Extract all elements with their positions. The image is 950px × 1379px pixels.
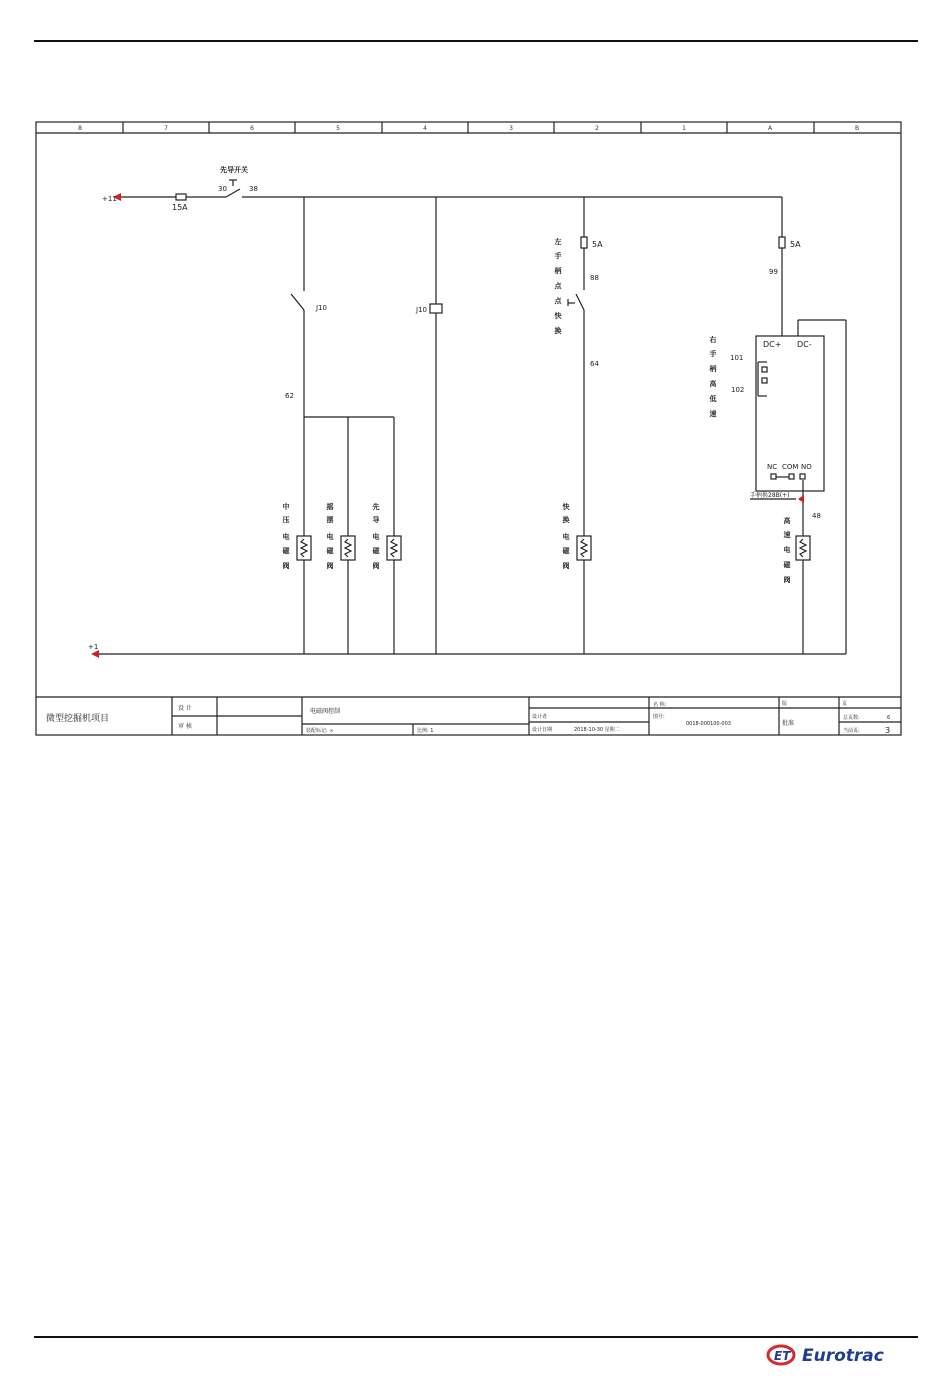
branch-fuse-2 [779, 237, 785, 248]
design-label: 设 计 [178, 705, 192, 712]
page-field: 页 [842, 701, 848, 707]
quick-change-coil-label [562, 502, 571, 570]
neg-supply-label: +1 [88, 643, 99, 651]
svg-text:阀: 阀 [783, 576, 791, 584]
quick-change-vertical-label [554, 237, 563, 335]
svg-text:手: 手 [709, 350, 717, 358]
fuse-2-label: 5A [790, 240, 801, 249]
svg-text:手: 手 [554, 252, 562, 260]
material-label: 装配标记: ∞ [306, 728, 334, 734]
svg-text:速: 速 [783, 531, 791, 539]
svg-text:电: 电 [282, 533, 290, 541]
wire-64-label: 64 [590, 360, 599, 368]
svg-text:磁: 磁 [372, 547, 380, 555]
svg-text:磁: 磁 [562, 547, 570, 555]
brand-mark: ET [774, 1349, 791, 1363]
svg-text:速: 速 [709, 410, 717, 418]
total-pages: 6 [887, 715, 891, 721]
svg-text:点: 点 [554, 282, 562, 290]
name-field: 名 称: [653, 702, 667, 708]
solenoid-label-1 [283, 502, 291, 570]
svg-text:磁: 磁 [783, 561, 791, 569]
current-page: 3 [885, 726, 891, 735]
relay-coil-label: J10 [416, 306, 427, 314]
solenoid-label-2 [327, 502, 335, 570]
column-tick-8: 1 [682, 125, 686, 132]
fuse-1-label: 5A [592, 240, 603, 249]
main-fuse-label: 15A [172, 203, 188, 212]
wire-62-label: 62 [285, 392, 294, 400]
column-tick-7: 2 [595, 125, 599, 132]
drawing-frame [36, 122, 901, 735]
svg-text:低: 低 [709, 395, 717, 403]
svg-text:磁: 磁 [282, 547, 290, 555]
eurotrac-logo [766, 1340, 926, 1370]
current-page-label: 当前页: [843, 728, 860, 734]
svg-text:压: 压 [282, 516, 290, 524]
wire-88-label: 88 [590, 274, 599, 282]
signal-terminal [798, 495, 804, 503]
main-switch-label: 先导开关 [220, 166, 248, 174]
svg-text:换: 换 [562, 516, 570, 524]
column-tick-4: 5 [336, 125, 340, 132]
brand-name: Eurotrac [802, 1346, 884, 1366]
svg-text:高: 高 [709, 380, 717, 388]
svg-text:左: 左 [554, 238, 562, 246]
review-label: 审 核 [178, 723, 192, 730]
column-tick-1: 8 [78, 125, 82, 132]
designer-field: 设计者 [532, 714, 548, 720]
column-tick-10: B [854, 125, 860, 132]
svg-text:电: 电 [372, 533, 380, 541]
design-date: 2018-10-30 星期二 [574, 727, 620, 733]
main-fuse [176, 194, 186, 200]
column-tick-6: 3 [509, 125, 513, 132]
nc-label: NC [767, 463, 778, 471]
com-label: COM [782, 463, 799, 471]
pos-supply-label: +11 [102, 195, 117, 203]
relay-contact-label: J10 [316, 304, 327, 312]
svg-text:右: 右 [709, 336, 717, 344]
terminal-102-label: 102 [731, 386, 745, 394]
svg-text:磁: 磁 [326, 547, 334, 555]
negative-terminal [91, 650, 99, 658]
dc-neg-label: DC- [797, 340, 812, 349]
approve-field: 批准 [782, 720, 795, 727]
column-tick-5: 4 [423, 125, 427, 132]
svg-text:先: 先 [372, 503, 380, 511]
scale-label: 比例: 1 [417, 728, 434, 734]
no-label: NO [801, 463, 812, 471]
drawing-number: 0018-000100-003 [686, 721, 731, 727]
project-name: 微型挖掘机项目 [46, 714, 110, 724]
svg-text:电: 电 [783, 546, 791, 554]
signal-label: 手柄换28B(+) [750, 492, 790, 499]
relay-coil [430, 304, 442, 313]
relay-contact [291, 294, 304, 310]
svg-text:阀: 阀 [326, 562, 334, 570]
svg-text:阀: 阀 [282, 562, 290, 570]
design-date-field: 设计日期 [532, 727, 553, 733]
drawing-no-field: 图号: [653, 714, 665, 720]
column-tick-3: 6 [250, 125, 254, 132]
quick-change-switch [576, 294, 584, 310]
total-pages-label: 总页数: [843, 715, 860, 721]
speed-vertical-label [709, 335, 718, 418]
svg-text:换: 换 [554, 327, 562, 335]
column-tick-9: A [767, 125, 773, 132]
svg-text:快: 快 [554, 312, 562, 320]
svg-text:高: 高 [783, 517, 791, 525]
main-switch [226, 189, 240, 197]
svg-text:柄: 柄 [554, 267, 562, 275]
svg-text:摆: 摆 [326, 516, 334, 524]
terminal-101-label: 101 [730, 354, 744, 362]
svg-text:快: 快 [562, 503, 570, 511]
svg-text:导: 导 [372, 516, 380, 524]
switch-in-label: 30 [218, 185, 227, 193]
svg-text:柄: 柄 [709, 365, 717, 373]
svg-text:摇: 摇 [326, 503, 334, 511]
branch-fuse-1 [581, 237, 587, 248]
svg-text:电: 电 [562, 533, 570, 541]
svg-text:点: 点 [554, 297, 562, 305]
high-speed-coil-label [784, 516, 792, 584]
switch-out-label: 38 [249, 185, 258, 193]
solenoid-label-3 [373, 502, 381, 570]
wire-99-label: 99 [769, 268, 778, 276]
wire-48-label: 48 [812, 512, 821, 520]
svg-text:中: 中 [282, 503, 290, 511]
svg-text:电: 电 [326, 533, 334, 541]
version-field: 版 [782, 701, 788, 707]
column-tick-2: 7 [164, 125, 168, 132]
dc-pos-label: DC+ [763, 340, 782, 349]
svg-text:阀: 阀 [562, 562, 570, 570]
svg-text:阀: 阀 [372, 562, 380, 570]
drawing-name: 电磁阀控制 [310, 708, 341, 715]
